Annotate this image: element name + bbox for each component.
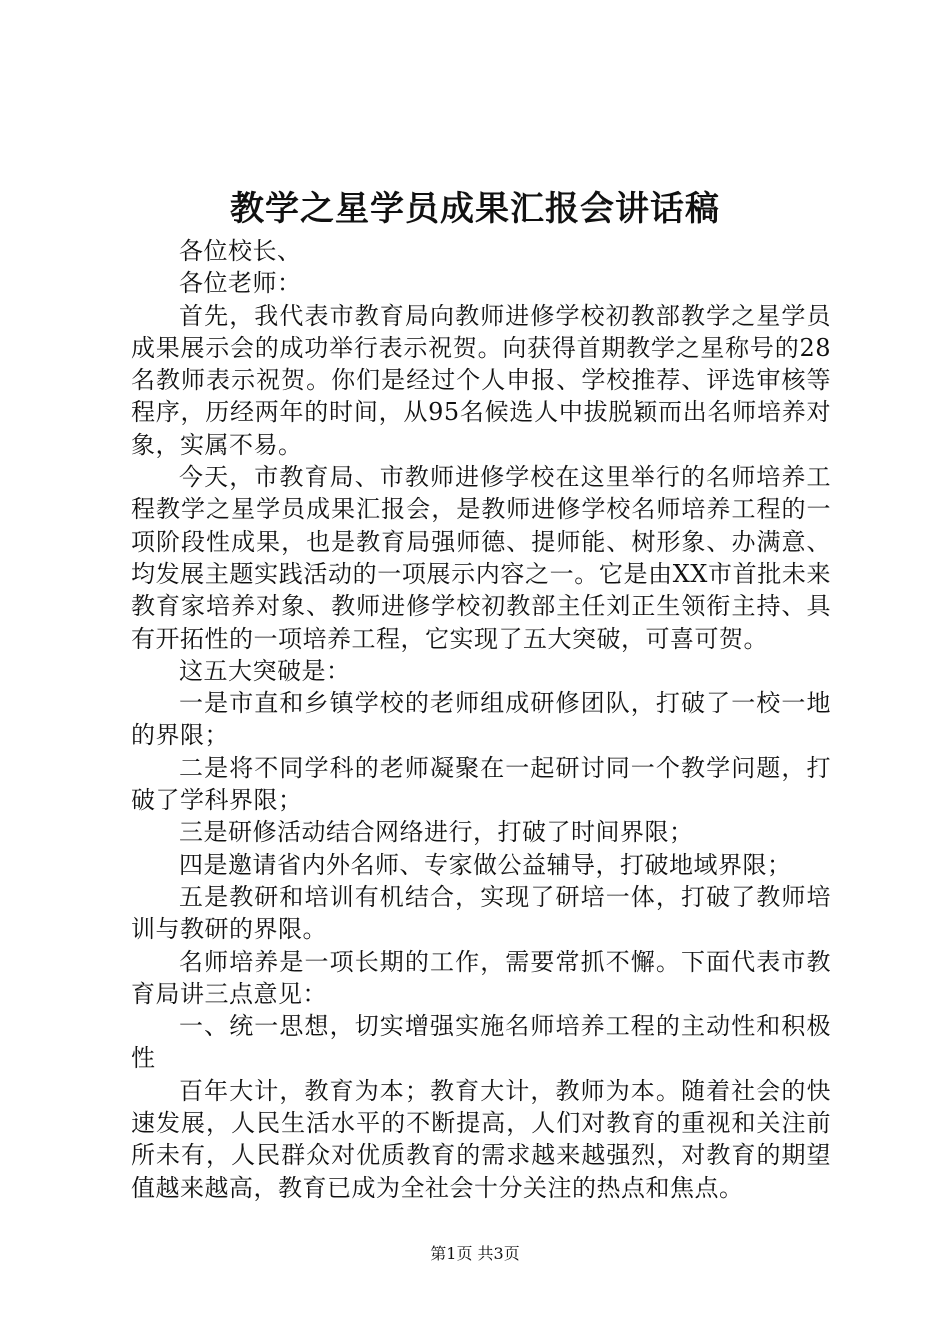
document-title: 教学之星学员成果汇报会讲话稿 (230, 189, 720, 229)
document-body (131, 235, 831, 1204)
breakthrough-item: 二是将不同学科的老师凝聚在一起研讨同一个教学问题，打破了学科界限； (131, 753, 831, 815)
breakthrough-item: 三是研修活动结合网络进行，打破了时间界限； (179, 818, 694, 847)
breakthrough-item: 一是市直和乡镇学校的老师组成研修团队，打破了一校一地的界限； (131, 689, 831, 750)
body-paragraph: 百年大计，教育为本；教育大计，教师为本。随着社会的快速发展，人民生活水平的不断提高，人们对教育的重视和关注前所未有，人民群众对优质教育的需求越来越强烈，对教育的期望值越来越高，教育已成为全社会十分关注的热点和焦点。 (131, 1076, 831, 1202)
section-heading: 一、统一思想，切实增强实施名师培养工程的主动性和积极性 (131, 1012, 831, 1073)
breakthrough-item: 五是教研和培训有机结合，实现了研培一体，打破了教师培训与教研的界限。 (131, 882, 831, 944)
body-paragraph: 今天，市教育局、市教师进修学校在这里举行的名师培养工程教学之星学员成果汇报会，是教师进修学校名师培养工程的一项阶段性成果，也是教育局强师德、提师能、树形象、办满意、均发展主题实践活动的一项展示内容之一。它是由XX市首批未来教育家培养对象、教师进修学校初教部主任刘正生领衔主持、具有开拓性的一项培养工程，它实现了五大突破，可喜可贺。 (131, 463, 831, 653)
salutation-teachers: 各位老师： (179, 269, 302, 298)
salutation-principals: 各位校长、 (179, 237, 302, 265)
body-paragraph: 这五大突破是： (179, 656, 351, 685)
body-paragraph: 名师培养是一项长期的工作，需要常抓不懈。下面代表市教育局讲三点意见： (131, 947, 831, 1008)
page-footer: 第1页 共3页 (430, 1244, 520, 1263)
breakthrough-item: 四是邀请省内外名师、专家做公益辅导，打破地域界限； (179, 850, 792, 879)
body-paragraph: 首先，我代表市教育局向教师进修学校初教部教学之星学员成果展示会的成功举行表示祝贺。向获得首期教学之星称号的28名教师表示祝贺。你们是经过个人申报、学校推荐、评选审核等程序，历经两年的时间，从95名候选人中拔脱颖而出名师培养对象，实属不易。 (131, 301, 831, 459)
